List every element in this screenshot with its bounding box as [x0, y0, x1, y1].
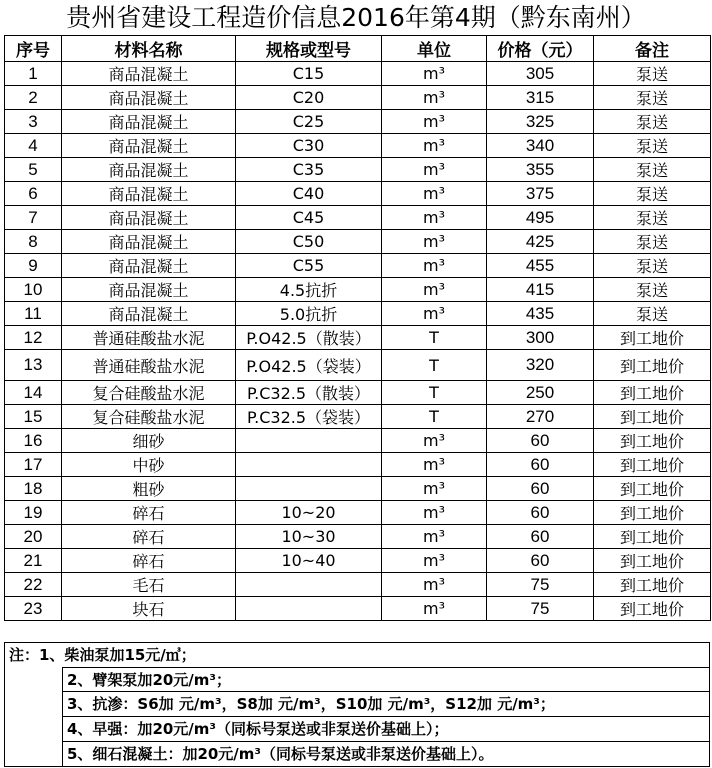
cell-price: 325	[487, 110, 594, 134]
header-unit: 单位	[382, 36, 487, 62]
cell-note: 到工地价	[594, 525, 711, 549]
cell-spec: C50	[236, 230, 382, 254]
table-row	[5, 230, 711, 254]
cell-unit: m³	[382, 230, 487, 254]
cell-price: 315	[487, 86, 594, 110]
cell-name: 粗砂	[62, 477, 236, 501]
cell-unit: m³	[382, 525, 487, 549]
cell-note: 到工地价	[594, 477, 711, 501]
cell-spec: 10~30	[236, 525, 382, 549]
cell-unit: T	[382, 326, 487, 350]
cell-price: 250	[487, 381, 594, 405]
sheet-title: 贵州省建设工程造价信息2016年第4期（黔东南州）	[66, 3, 646, 32]
cell-price: 60	[487, 429, 594, 453]
table-row	[5, 429, 711, 453]
cell-no: 8	[5, 230, 62, 254]
cell-note: 泵送	[594, 62, 711, 86]
cell-name: 毛石	[62, 573, 236, 597]
cell-price: 75	[487, 573, 594, 597]
cell-price: 60	[487, 501, 594, 525]
cell-unit: T	[382, 381, 487, 405]
table-row	[5, 62, 711, 86]
cell-note: 泵送	[594, 86, 711, 110]
cell-name: 商品混凝土	[62, 86, 236, 110]
cell-name: 商品混凝土	[62, 158, 236, 182]
cell-note: 到工地价	[594, 549, 711, 573]
table-row	[5, 254, 711, 278]
table-row	[5, 405, 711, 429]
cell-unit: m³	[382, 62, 487, 86]
cell-price: 375	[487, 182, 594, 206]
cell-spec: 10~20	[236, 501, 382, 525]
table-row	[5, 453, 711, 477]
cell-spec: 10~40	[236, 549, 382, 573]
cell-name: 商品混凝土	[62, 110, 236, 134]
cell-no: 1	[5, 62, 62, 86]
header-no: 序号	[5, 36, 62, 62]
cell-note: 泵送	[594, 134, 711, 158]
cell-name: 普通硅酸盐水泥	[62, 350, 236, 381]
cell-name: 细砂	[62, 429, 236, 453]
cell-spec: P.C32.5（散装）	[236, 381, 382, 405]
cell-price: 340	[487, 134, 594, 158]
cell-note: 到工地价	[594, 350, 711, 381]
cell-note: 泵送	[594, 158, 711, 182]
table-row	[5, 326, 711, 350]
cell-no: 16	[5, 429, 62, 453]
cell-name: 商品混凝土	[62, 206, 236, 230]
table-row	[5, 302, 711, 326]
cell-spec: C40	[236, 182, 382, 206]
cell-spec: 4.5抗折	[236, 278, 382, 302]
cell-price: 455	[487, 254, 594, 278]
cell-price: 60	[487, 477, 594, 501]
header-row	[5, 36, 711, 62]
header-name: 材料名称	[62, 36, 236, 62]
table-row	[5, 278, 711, 302]
cell-unit: m³	[382, 453, 487, 477]
cell-note: 到工地价	[594, 405, 711, 429]
cell-name: 块石	[62, 597, 236, 621]
cell-price: 355	[487, 158, 594, 182]
cell-spec: C25	[236, 110, 382, 134]
cell-no: 4	[5, 134, 62, 158]
cell-no: 9	[5, 254, 62, 278]
cell-no: 17	[5, 453, 62, 477]
cell-name: 商品混凝土	[62, 278, 236, 302]
table-row	[5, 597, 711, 621]
price-table	[4, 35, 711, 621]
table-row	[5, 134, 711, 158]
cell-spec: P.O42.5（袋装）	[236, 350, 382, 381]
cell-unit: m³	[382, 134, 487, 158]
cell-unit: T	[382, 350, 487, 381]
cell-name: 普通硅酸盐水泥	[62, 326, 236, 350]
notes-left-margin	[4, 667, 62, 767]
cell-price: 60	[487, 453, 594, 477]
table-row	[5, 549, 711, 573]
cell-no: 22	[5, 573, 62, 597]
table-row	[5, 350, 711, 381]
cell-spec: P.C32.5（袋装）	[236, 405, 382, 429]
cell-name: 商品混凝土	[62, 134, 236, 158]
cell-no: 21	[5, 549, 62, 573]
cell-name: 中砂	[62, 453, 236, 477]
cell-unit: m³	[382, 597, 487, 621]
cell-note: 到工地价	[594, 453, 711, 477]
cell-no: 10	[5, 278, 62, 302]
cell-name: 复合硅酸盐水泥	[62, 405, 236, 429]
cell-spec	[236, 477, 382, 501]
cell-no: 5	[5, 158, 62, 182]
cell-no: 23	[5, 597, 62, 621]
cell-price: 320	[487, 350, 594, 381]
table-row	[5, 573, 711, 597]
cell-unit: m³	[382, 549, 487, 573]
cell-no: 13	[5, 350, 62, 381]
note-5: 5、细石混凝土：加20元/m³（同标号泵送或非泵送价基础上）。	[62, 742, 710, 767]
cell-spec: C15	[236, 62, 382, 86]
note-4: 4、早强：加20元/m³（同标号泵送或非泵送价基础上）；	[62, 717, 710, 742]
cell-price: 495	[487, 206, 594, 230]
cell-unit: m³	[382, 182, 487, 206]
cell-price: 415	[487, 278, 594, 302]
header-note: 备注	[594, 36, 711, 62]
note-3: 3、抗渗：S6加 元/m³，S8加 元/m³，S10加 元/m³，S12加 元/m³；	[62, 692, 710, 717]
cell-spec	[236, 429, 382, 453]
cell-price: 60	[487, 525, 594, 549]
cell-name: 复合硅酸盐水泥	[62, 381, 236, 405]
cell-price: 270	[487, 405, 594, 429]
cell-unit: m³	[382, 158, 487, 182]
cell-unit: m³	[382, 501, 487, 525]
cell-unit: m³	[382, 573, 487, 597]
cell-price: 75	[487, 597, 594, 621]
cell-unit: m³	[382, 429, 487, 453]
cell-unit: m³	[382, 206, 487, 230]
cell-note: 泵送	[594, 206, 711, 230]
cell-spec: C45	[236, 206, 382, 230]
cell-spec: C35	[236, 158, 382, 182]
cell-unit: m³	[382, 302, 487, 326]
table-row	[5, 206, 711, 230]
note-1: 注：1、柴油泵加15元/㎥；	[4, 642, 710, 667]
cell-unit: T	[382, 405, 487, 429]
cell-note: 到工地价	[594, 573, 711, 597]
cell-name: 商品混凝土	[62, 62, 236, 86]
cell-name: 商品混凝土	[62, 302, 236, 326]
cell-no: 6	[5, 182, 62, 206]
cell-unit: m³	[382, 278, 487, 302]
cell-unit: m³	[382, 254, 487, 278]
cell-no: 19	[5, 501, 62, 525]
table-row	[5, 381, 711, 405]
cell-note: 到工地价	[594, 597, 711, 621]
cell-price: 60	[487, 549, 594, 573]
cell-spec	[236, 453, 382, 477]
cell-note: 泵送	[594, 278, 711, 302]
cell-no: 18	[5, 477, 62, 501]
cell-spec	[236, 573, 382, 597]
cell-no: 7	[5, 206, 62, 230]
cell-note: 泵送	[594, 230, 711, 254]
cell-no: 12	[5, 326, 62, 350]
cell-note: 泵送	[594, 182, 711, 206]
cell-note: 到工地价	[594, 381, 711, 405]
cell-spec: 5.0抗折	[236, 302, 382, 326]
cell-spec: P.O42.5（散装）	[236, 326, 382, 350]
cell-name: 商品混凝土	[62, 182, 236, 206]
cell-spec: C20	[236, 86, 382, 110]
header-spec: 规格或型号	[236, 36, 382, 62]
cell-unit: m³	[382, 477, 487, 501]
cell-price: 435	[487, 302, 594, 326]
table-row	[5, 525, 711, 549]
note-2: 2、臂架泵加20元/m³；	[62, 667, 710, 692]
cell-no: 3	[5, 110, 62, 134]
cell-note: 到工地价	[594, 429, 711, 453]
cell-note: 泵送	[594, 254, 711, 278]
cell-name: 碎石	[62, 549, 236, 573]
cell-no: 20	[5, 525, 62, 549]
cell-unit: m³	[382, 110, 487, 134]
cell-no: 15	[5, 405, 62, 429]
header-price: 价格（元）	[487, 36, 594, 62]
cell-price: 305	[487, 62, 594, 86]
cell-price: 300	[487, 326, 594, 350]
cell-spec: C55	[236, 254, 382, 278]
table-row	[5, 158, 711, 182]
table-row	[5, 501, 711, 525]
cell-note: 泵送	[594, 110, 711, 134]
cell-note: 到工地价	[594, 326, 711, 350]
cell-spec	[236, 597, 382, 621]
cell-no: 11	[5, 302, 62, 326]
cell-name: 碎石	[62, 525, 236, 549]
table-row	[5, 477, 711, 501]
cell-spec: C30	[236, 134, 382, 158]
table-row	[5, 86, 711, 110]
cell-name: 商品混凝土	[62, 254, 236, 278]
cell-note: 泵送	[594, 302, 711, 326]
cell-name: 碎石	[62, 501, 236, 525]
table-row	[5, 182, 711, 206]
cell-unit: m³	[382, 86, 487, 110]
table-row	[5, 110, 711, 134]
cell-note: 到工地价	[594, 501, 711, 525]
cell-price: 425	[487, 230, 594, 254]
cell-no: 14	[5, 381, 62, 405]
cell-name: 商品混凝土	[62, 230, 236, 254]
cell-no: 2	[5, 86, 62, 110]
